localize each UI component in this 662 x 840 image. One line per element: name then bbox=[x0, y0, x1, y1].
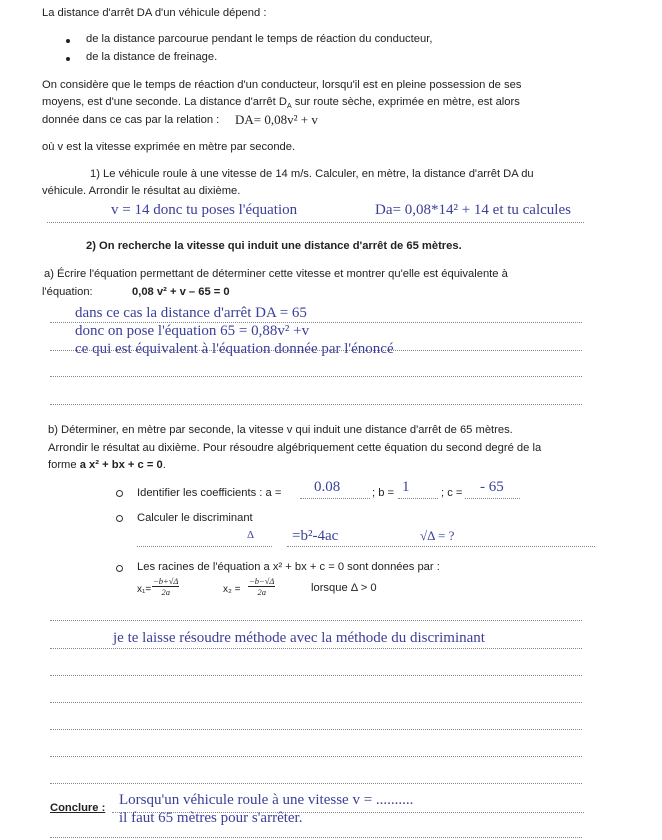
list-marker-circle bbox=[116, 565, 123, 572]
conclude-answer-1: Lorsqu'un véhicule roule à une vitesse v = .......... bbox=[119, 792, 414, 808]
x2-label: x₂ = bbox=[223, 584, 241, 595]
answer-line bbox=[50, 702, 582, 703]
answer-line bbox=[50, 675, 582, 676]
q2b-line-2: Arrondir le résultat au dixième. Pour résoudre algébriquement cette équation du second degré de la bbox=[48, 442, 542, 454]
bullet-dot bbox=[66, 57, 70, 61]
x2-fraction bbox=[248, 576, 275, 597]
coef-b-value: 1 bbox=[402, 479, 410, 495]
q2a-line-1: a) Écrire l'équation permettant de déterminer cette vitesse et montrer qu'elle est équivalente à bbox=[44, 268, 508, 280]
intro-para-line-1: On considère que le temps de réaction d'un conducteur, lorsqu'il est en pleine possession de ses bbox=[42, 79, 522, 91]
list-marker-circle bbox=[116, 515, 123, 522]
answer-line bbox=[50, 620, 582, 621]
q1-line-2: véhicule. Arrondir le résultat au dixième. bbox=[42, 185, 241, 197]
q1-line-1: 1) Le véhicule roule à une vitesse de 14 m/s. Calculer, en mètre, la distance d'arrêt DA du bbox=[90, 168, 534, 180]
conclude-answer-2: il faut 65 mètres pour s'arrêter. bbox=[119, 810, 303, 826]
coefficients-label: Identifier les coefficients : a = bbox=[137, 487, 282, 499]
answer-line bbox=[50, 756, 582, 757]
subscript: A bbox=[286, 103, 292, 111]
conclude-label: Conclure : bbox=[50, 802, 106, 814]
q2-title: 2) On recherche la vitesse qui induit une distance d'arrêt de 65 mètres. bbox=[86, 240, 462, 252]
x1-denominator: 2a bbox=[161, 587, 170, 597]
work-handwritten-answer: je te laisse résoudre méthode avec la méthode du discriminant bbox=[113, 630, 485, 646]
coef-c-value: - 65 bbox=[480, 479, 504, 495]
discriminant-answer: =b²-4ac bbox=[292, 528, 339, 544]
answer-line bbox=[287, 546, 595, 547]
intro-bullet-1: de la distance parcourue pendant le temps de réaction du conducteur, bbox=[86, 33, 433, 45]
coef-b-label: ; b = bbox=[372, 487, 395, 499]
q2b-line-3 bbox=[48, 459, 166, 471]
x1-numerator: −b+√Δ bbox=[153, 576, 179, 586]
q2a-equation: 0,08 v² + v – 65 = 0 bbox=[132, 286, 230, 298]
intro-bullet-2: de la distance de freinage. bbox=[86, 51, 218, 63]
coef-a-value: 0.08 bbox=[314, 479, 341, 495]
coef-c-line bbox=[465, 498, 520, 499]
x2-denominator: 2a bbox=[257, 587, 266, 597]
stopping-distance-formula: DA= 0,08v² + v bbox=[235, 112, 318, 127]
list-marker-circle bbox=[116, 490, 123, 497]
roots-label: Les racines de l'équation a x² + bx + c = 0 sont données par : bbox=[137, 561, 440, 573]
text: . bbox=[162, 459, 166, 471]
intro-para-line-4: où v est la vitesse exprimée en mètre par seconde. bbox=[42, 141, 296, 153]
delta-symbol: Δ bbox=[247, 529, 255, 541]
answer-line bbox=[50, 376, 582, 377]
intro-para-line-3: donnée dans ce cas par la relation : bbox=[42, 114, 220, 126]
q2a-answer-1: dans ce cas la distance d'arrêt DA = 65 bbox=[75, 305, 307, 321]
answer-line bbox=[137, 546, 272, 547]
coef-a-line bbox=[300, 498, 370, 499]
answer-line bbox=[50, 404, 582, 405]
q1-handwritten-answer-a: v = 14 donc tu poses l'équation bbox=[111, 202, 298, 218]
answer-line bbox=[50, 648, 582, 649]
bullet-dot bbox=[66, 39, 70, 43]
answer-line bbox=[47, 222, 584, 223]
x1-label: x₁= bbox=[137, 584, 152, 595]
text: moyens, est d'une seconde. La distance d'arrêt D bbox=[42, 96, 287, 108]
coef-c-label: ; c = bbox=[441, 487, 463, 499]
intro-heading: La distance d'arrêt DA d'un véhicule dépend : bbox=[42, 7, 267, 19]
general-equation: a x² + bx + c = 0 bbox=[79, 459, 163, 471]
x1-fraction bbox=[152, 576, 179, 597]
text: sur route sèche, exprimée en mètre, est alors bbox=[291, 96, 520, 108]
answer-line bbox=[50, 783, 582, 784]
sqrt-delta-answer: √Δ = ? bbox=[420, 528, 455, 543]
discriminant-label: Calculer le discriminant bbox=[137, 512, 253, 524]
q2a-line-2-label: l'équation: bbox=[42, 286, 93, 298]
q2a-answer-2: donc on pose l'équation 65 = 0,88v² +v bbox=[75, 323, 310, 339]
intro-para-line-2 bbox=[42, 96, 520, 110]
coef-b-line bbox=[398, 498, 438, 499]
q1-handwritten-answer-b: Da= 0,08*14² + 14 et tu calcules bbox=[375, 202, 571, 218]
text: forme bbox=[48, 459, 80, 471]
q2b-line-1: b) Déterminer, en mètre par seconde, la vitesse v qui induit une distance d'arrêt de 65 mètres. bbox=[48, 424, 513, 436]
roots-condition: lorsque Δ > 0 bbox=[311, 582, 377, 594]
x2-numerator: −b−√Δ bbox=[249, 576, 275, 586]
answer-line bbox=[50, 729, 582, 730]
answer-line bbox=[50, 837, 582, 838]
q2a-answer-3: ce qui est équivalent à l'équation donnée par l'énoncé bbox=[75, 341, 394, 357]
